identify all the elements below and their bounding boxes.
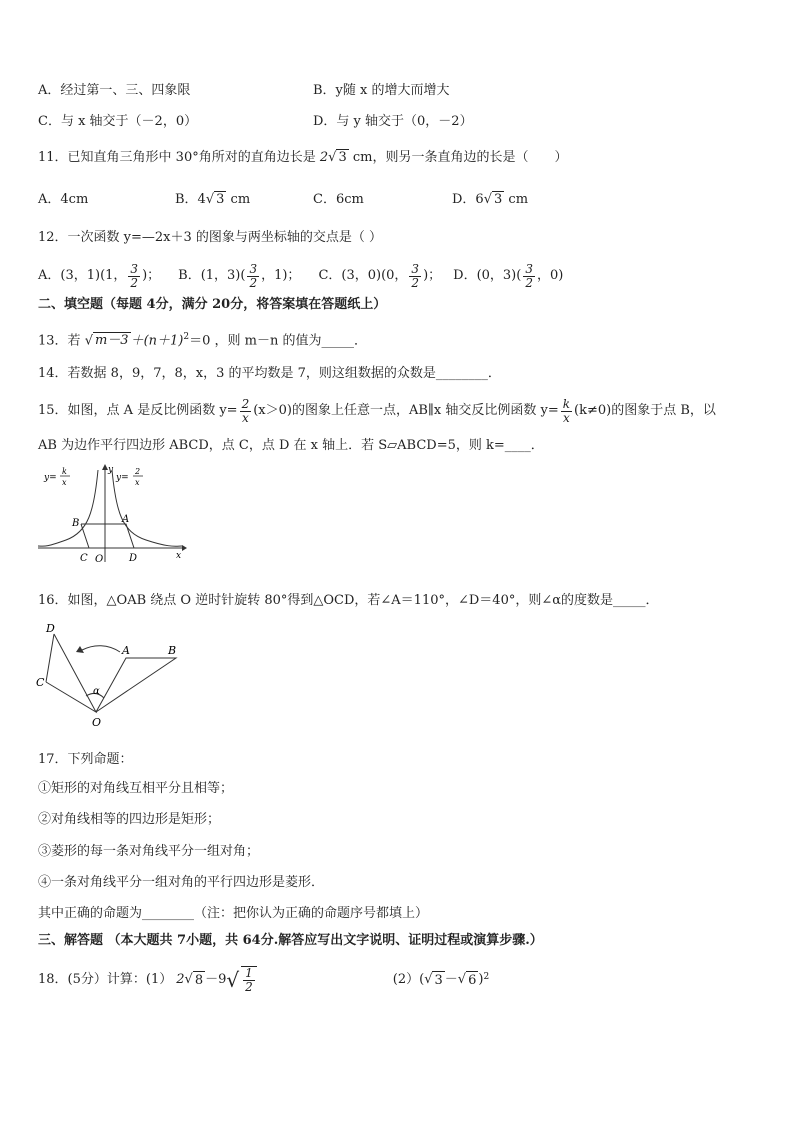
q12-option-b-pre: B．(1，3)(: [178, 268, 246, 283]
q17-answer-line: 其中正确的命题为________（注：把你认为正确的命题序号都填上）: [38, 906, 429, 921]
parallelogram-abcd: [81, 524, 134, 548]
q12-option-a-fraction: [128, 263, 140, 290]
fraction-numerator: k: [562, 396, 571, 411]
q12-option-d-fraction: [523, 263, 535, 290]
y-axis-label: y: [108, 465, 114, 475]
x-axis-label: x: [176, 551, 182, 561]
fraction-denominator: 2: [411, 275, 420, 290]
x-axis-arrow-icon: [182, 545, 187, 551]
q15-text-a: 15．如图，点 A 是反比例函数 y=: [38, 403, 238, 418]
label-y-2-over-x: y=: [116, 473, 129, 483]
point-c-label: C: [36, 676, 45, 689]
q12-option-d-post: ，0): [536, 268, 564, 283]
fraction-numerator: 2: [241, 396, 250, 411]
q14: 14．若数据 8，9，7，8，x，3 的平均数是 7，则这组数据的众数是________．: [38, 366, 501, 381]
q15-fraction-2-x: [240, 398, 252, 425]
q10-option-c: C．与 x 轴交于（－2，0）: [38, 114, 198, 129]
label-x: x: [135, 478, 140, 487]
q12-option-a-pre: A．(3，1)(1，: [38, 268, 127, 283]
q11-coef: 2: [319, 150, 329, 165]
q11-stem-text-a: 11．已知直角三角形中 30°角所对的直角边长是: [38, 150, 320, 165]
point-d-label: D: [46, 622, 55, 635]
q10-option-a: A．经过第一、三、四象限: [38, 83, 191, 98]
q12-option-b-fraction: [247, 263, 259, 290]
fraction-denominator: 2: [130, 275, 139, 290]
q10-option-b: B．y随 x 的增大而增大: [313, 83, 450, 98]
q12-option-d-pre: D．(0，3)(: [453, 268, 522, 283]
label-2: 2: [135, 467, 141, 476]
q12-options: [38, 258, 563, 294]
q15-line-2: AB 为边作平行四边形 ABCD，点 C，点 D 在 x 轴上．若 S▱ABCD=5，则 k=____．: [38, 438, 544, 453]
fraction-numerator: 3: [525, 261, 533, 276]
q13-post: ＝0 ，则 m－n 的值为_____．: [189, 333, 367, 349]
fraction-denominator: x: [563, 410, 570, 425]
q16-stem: 16．如图，△OAB 绕点 O 逆时针旋转 80°得到△OCD，若∠A＝110°，∠D＝40°，则∠α的度数是_____．: [38, 593, 659, 608]
q11-radicand: 3: [338, 150, 347, 165]
q15-text-c: (k≠0)的图象于点 B，以: [574, 403, 716, 418]
q18-p1-minus: －9: [205, 972, 227, 987]
q13-mid: ＋(n＋1): [130, 333, 184, 349]
q11-option-b: B．4√ 3 cm: [175, 192, 251, 207]
point-a-label: A: [122, 514, 130, 525]
fraction-numerator: 1: [245, 966, 253, 980]
q18-p1-radicand: 8: [194, 972, 204, 988]
q15-fraction-k-x: [561, 398, 572, 425]
label-y-k-over-x: y=: [44, 473, 57, 483]
q17-item-3: ③菱形的每一条对角线平分一组对角；: [38, 844, 260, 859]
q11-option-b-unit: cm: [226, 192, 251, 207]
triangle-oab: [96, 658, 176, 712]
q18-p2-rad2: 6: [468, 972, 477, 988]
segment-cd: [46, 634, 54, 682]
label-k: k: [62, 467, 67, 476]
q11-option-d-unit: cm: [504, 192, 529, 207]
fraction-numerator: 3: [249, 261, 258, 276]
q12-option-c-pre: C．(3，0)(0，: [318, 268, 408, 283]
q11-stem: 11．已知直角三角形中 30°角所对的直角边长是 2√ 3 cm，则另一条直角边的长是（ ）: [38, 150, 568, 165]
q11-option-d: D．6√ 3 cm: [452, 192, 529, 207]
q11-option-d-rad: 3: [494, 192, 503, 207]
q11-option-c: C．6cm: [313, 192, 364, 207]
q12-stem: 12．一次函数 y=—2x＋3 的图象与两坐标轴的交点是（ ）: [38, 230, 383, 245]
q13-radicand: m－3: [94, 333, 129, 349]
q18-p2-post: ): [478, 972, 484, 987]
fraction-denominator: x: [242, 410, 249, 425]
q18-p2-mid: －: [444, 972, 458, 987]
fraction-denominator: 2: [249, 275, 258, 290]
q18-p2-exponent: 2: [483, 972, 490, 982]
label-x: x: [62, 478, 67, 487]
q12-option-b-post: ，1)；: [261, 268, 301, 283]
q18-pre: 18．(5分）计算：(1）: [38, 972, 173, 987]
fraction-numerator: 3: [411, 261, 420, 276]
q18-p1-coef: 2: [176, 972, 185, 987]
point-c-label: C: [80, 553, 88, 564]
fraction-numerator: 3: [130, 261, 139, 276]
q13-pre: 13．若: [38, 333, 85, 349]
point-d-label: D: [129, 553, 138, 564]
q17-item-1: ①矩形的对角线互相平分且相等；: [38, 781, 234, 796]
q11-option-d-pre: D．6: [452, 192, 484, 207]
q13-exponent: 2: [183, 332, 190, 342]
q11-stem-text-b: cm，则另一条直角边的长是（ ）: [348, 150, 568, 165]
q11-option-b-pre: B．4: [175, 192, 206, 207]
rotation-arc: [82, 646, 120, 652]
origin-label: O: [95, 554, 104, 565]
q18-p2-rad1: 3: [434, 972, 443, 988]
fraction-denominator: 2: [245, 980, 253, 994]
q15-line-1: [38, 393, 716, 429]
section-2-heading: 二、填空题（每题 4分，满分 20分，将答案填在答题纸上）: [38, 297, 387, 312]
q18: 18．(5分）计算：(1） 2 √ 8 －9 √ $\frac{1}{2}$ (2）( √ 3 － √ 6 ) $^2$: [38, 966, 490, 994]
q17-stem: 17．下列命题：: [38, 752, 133, 767]
q12-option-a-post: )；: [142, 268, 161, 283]
q16-figure: [34, 620, 184, 732]
q18-p2-pre: (2）(: [392, 972, 425, 987]
q10-option-d: D．与 y 轴交于（0，－2）: [313, 114, 473, 129]
q12-option-c-post: )；: [423, 268, 442, 283]
q12-option-c-fraction: [409, 263, 421, 290]
q15-figure: [36, 462, 188, 566]
q11-option-a: A．4cm: [38, 192, 89, 207]
point-b-label: B: [72, 518, 80, 529]
fraction-denominator: 2: [525, 275, 533, 290]
q13: 13．若 √ $m-3 +(n+1)^2=0$ ，则 m－n 的值为_____．: [38, 332, 367, 349]
point-a-label: A: [122, 644, 130, 657]
q15-text-b: (x＞0)的图象上任意一点，AB∥x 轴交反比例函数 y=: [253, 403, 559, 418]
point-b-label: B: [168, 644, 177, 657]
q17-item-2: ②对角线相等的四边形是矩形；: [38, 812, 221, 827]
triangle-ocd: [46, 634, 96, 712]
point-o-label: O: [92, 716, 102, 729]
angle-alpha-label: α: [93, 686, 100, 697]
q11-option-b-rad: 3: [216, 192, 225, 207]
q17-item-4: ④一条对角线平分一组对角的平行四边形是菱形．: [38, 875, 325, 890]
section-3-heading: 三、解答题 （本大题共 7小题，共 64分.解答应写出文字说明、证明过程或演算步骤.）: [38, 933, 543, 948]
q18-p1-fraction: [241, 966, 257, 994]
